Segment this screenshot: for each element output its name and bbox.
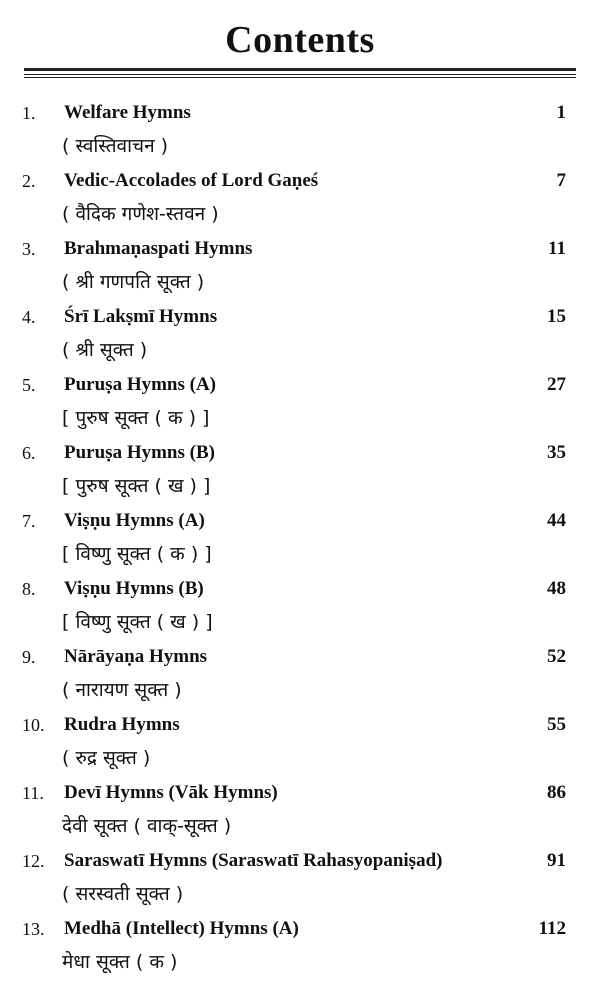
- entry-title: Rudra Hymns: [64, 714, 180, 735]
- toc-entry[interactable]: [0, 440, 600, 508]
- entry-title: Saraswatī Hymns (Saraswatī Rahasyopaniṣad): [64, 850, 443, 871]
- entry-number: 4.: [22, 307, 36, 327]
- entry-number: 13.: [22, 919, 45, 939]
- entry-page-number: 11: [548, 238, 566, 259]
- entry-hindi-title: ( नारायण सूक्त ): [62, 679, 182, 701]
- toc-entry[interactable]: [0, 712, 600, 780]
- toc-entry[interactable]: [0, 780, 600, 848]
- entry-title: Vedic-Accolades of Lord Gaṇeś: [64, 170, 319, 191]
- entry-title: Puruṣa Hymns (B): [64, 442, 215, 463]
- page-title: Contents: [225, 19, 375, 61]
- entry-number: 5.: [22, 375, 36, 395]
- entry-page-number: 7: [556, 170, 566, 191]
- entry-page-number: 112: [538, 918, 566, 939]
- entry-title: Puruṣa Hymns (A): [64, 374, 217, 395]
- entry-page-number: 48: [547, 578, 566, 599]
- entry-number: 12.: [22, 851, 45, 871]
- toc-entry[interactable]: [0, 848, 600, 916]
- entry-number: 6.: [22, 443, 36, 463]
- toc-entry[interactable]: [0, 372, 600, 440]
- entry-number: 8.: [22, 579, 36, 599]
- table-of-contents: [0, 100, 600, 984]
- entry-hindi-title: ( श्री सूक्त ): [62, 339, 148, 361]
- entry-title: Devī Hymns (Vāk Hymns): [64, 782, 278, 803]
- entry-number: 9.: [22, 647, 36, 667]
- entry-hindi-title: [ विष्णु सूक्त ( क ) ]: [62, 543, 212, 565]
- entry-hindi-title: ( श्री गणपति सूक्त ): [62, 271, 205, 293]
- entry-page-number: 91: [547, 850, 566, 871]
- entry-title: Śrī Lakṣmī Hymns: [64, 306, 218, 327]
- entry-title: Nārāyaṇa Hymns: [64, 646, 208, 667]
- entry-title: Viṣṇu Hymns (A): [64, 510, 205, 531]
- entry-page-number: 52: [547, 646, 566, 667]
- entry-number: 1.: [22, 103, 36, 123]
- toc-entry[interactable]: [0, 100, 600, 168]
- entry-hindi-title: ( रुद्र सूक्त ): [62, 747, 151, 769]
- entry-page-number: 44: [547, 510, 566, 531]
- entry-number: 7.: [22, 511, 36, 531]
- entry-hindi-title: ( सरस्वती सूक्त ): [62, 883, 184, 905]
- entry-number: 10.: [22, 715, 45, 735]
- entry-number: 2.: [22, 171, 36, 191]
- toc-entry[interactable]: [0, 236, 600, 304]
- entry-title: Welfare Hymns: [64, 102, 191, 123]
- entry-title: Brahmaṇaspati Hymns: [64, 238, 253, 259]
- toc-entry[interactable]: [0, 304, 600, 372]
- entry-hindi-title: [ पुरुष सूक्त ( क ) ]: [62, 407, 210, 429]
- title-rule-thin: [24, 74, 576, 75]
- entry-hindi-title: मेधा सूक्त ( क ): [62, 951, 178, 973]
- toc-entry[interactable]: [0, 576, 600, 644]
- entry-page-number: 15: [547, 306, 566, 327]
- entry-title: Viṣṇu Hymns (B): [64, 578, 204, 599]
- entry-page-number: 35: [547, 442, 566, 463]
- entry-hindi-title: ( स्वस्तिवाचन ): [62, 135, 169, 157]
- entry-hindi-title: [ पुरुष सूक्त ( ख ) ]: [62, 475, 211, 497]
- toc-entry[interactable]: [0, 168, 600, 236]
- title-rule-thick: [24, 68, 576, 71]
- entry-page-number: 55: [547, 714, 566, 735]
- entry-page-number: 1: [556, 102, 566, 123]
- entry-page-number: 27: [547, 374, 566, 395]
- toc-entry[interactable]: [0, 508, 600, 576]
- title-rule-thin-2: [24, 77, 576, 78]
- entry-title: Medhā (Intellect) Hymns (A): [64, 918, 299, 939]
- entry-number: 3.: [22, 239, 36, 259]
- entry-hindi-title: ( वैदिक गणेश-स्तवन ): [62, 203, 219, 225]
- entry-page-number: 86: [547, 782, 566, 803]
- entry-hindi-title: [ विष्णु सूक्त ( ख ) ]: [62, 611, 213, 633]
- entry-hindi-title: देवी सूक्त ( वाक्-सूक्त ): [62, 815, 232, 837]
- entry-number: 11.: [22, 783, 44, 803]
- toc-entry[interactable]: [0, 644, 600, 712]
- toc-entry[interactable]: [0, 916, 600, 984]
